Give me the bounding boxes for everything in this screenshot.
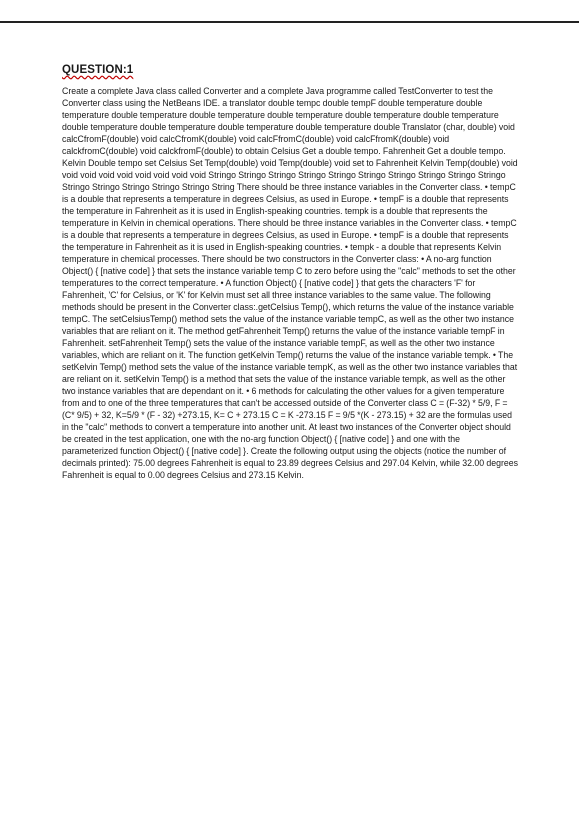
question-body: Create a complete Java class called Converter and a complete Java programme called TestConverter to test the Converter class using the NetBeans IDE. a translator double tempc double tempF double temperature double temperature double temperature double temperature double temperature double temperature double temperature double temperature double temperature double temperature double temperature double Translator (char, double) void calcCfromF(double) void calcCfromK(double) void calcFfromC(double) void calcFfromK(double) void calckfromC(double) void calckfromF(double) to obtain Celsius Get a double tempo. Fahrenheit Get a double tempo. Kelvin Double tempo set Celsius Set Temp(double) void Temp(double) void set to Fahrenheit Kelvin Temp(double) void void void void void void void void void Stringo Stringo Stringo Stringo Stringo Stringo Stringo Stringo Stringo Stringo Stringo Stringo Stringo Stringo Stringo String There should be three instance variables in the Converter class. • tempC is a double that represents a temperature in degrees Celsius, as used in Europe. • tempF is a double that represents the temperature in Fahrenheit as it is used in English-speaking countries. tempk is a double that represents the temperature in Kelvin in chemical operations. There should be three instance variables in the Converter class. • tempC is a double that represents a temperature in degrees Celsius, as used in Europe. • tempF is a double that represents the temperature in Fahrenheit as it is used in English-speaking countries. • tempk - a double that represents Kelvin temperature in chemical processes. There should be two constructors in the Converter class: • A no-arg function Object() { [native code] } that sets the instance variable temp C to zero before using the "calc" methods to set the other temperatures to the correct temperature. • A function Object() { [native code] } that gets the characters 'F' for Fahrenheit, 'C' for Celsius, or 'K' for Kelvin must set all three instance variables to the same value. The following methods should be present in the Converter class:.getCelsius Temp(), which returns the value of the instance variable tempC. The setCelsiusTemp() method sets the value of the instance variable tempC, as well as the other two instance variables that are reliant on it. The method getFahrenheit Temp() returns the value of the instance variable tempF in Fahrenheit. setFahrenheit Temp() sets the value of the instance variable tempF, as well as the other two instance variables, which are reliant on it. The function getKelvin Temp() returns the value of the instance variable tempk. • The setKelvin Temp() method sets the value of the instance variable tempK, as well as the other two instance variables that are reliant on it. setKelvin Temp() is a method that sets the value of the instance variable tempk, as well as the other two instance variables that are dependant on it. • 6 methods for calculating the other values for a given temperature from and to one of the three temperatures that can't be accessed outside of the Converter class C = (F-32) * 5/9, F = (C* 9/5) + 32, K=5/9 * (F - 32) +273.15, K= C + 273.15 C = K -273.15 F = 9/5 *(K - 273.15) + 32 are the formulas used in the "calc" methods to convert a temperature into another unit. At least two instances of the Converter object should be created in the test application, one with the no-arg function Object() { [native code] } and one with the parameterized function Object() { [native code] }. Create the following output using the objects (notice the number of decimals printed): 75.00 degrees Fahrenheit is equal to 23.89 degrees Celsius and 297.04 Kelvin, while 32.00 degrees Fahrenheit is equal to 0.00 degrees Celsius and 273.15 Kelvin. [62, 86, 518, 480]
question-heading: QUESTION:1 [62, 64, 134, 76]
top-rule [0, 21, 579, 23]
document-page [62, 64, 518, 481]
